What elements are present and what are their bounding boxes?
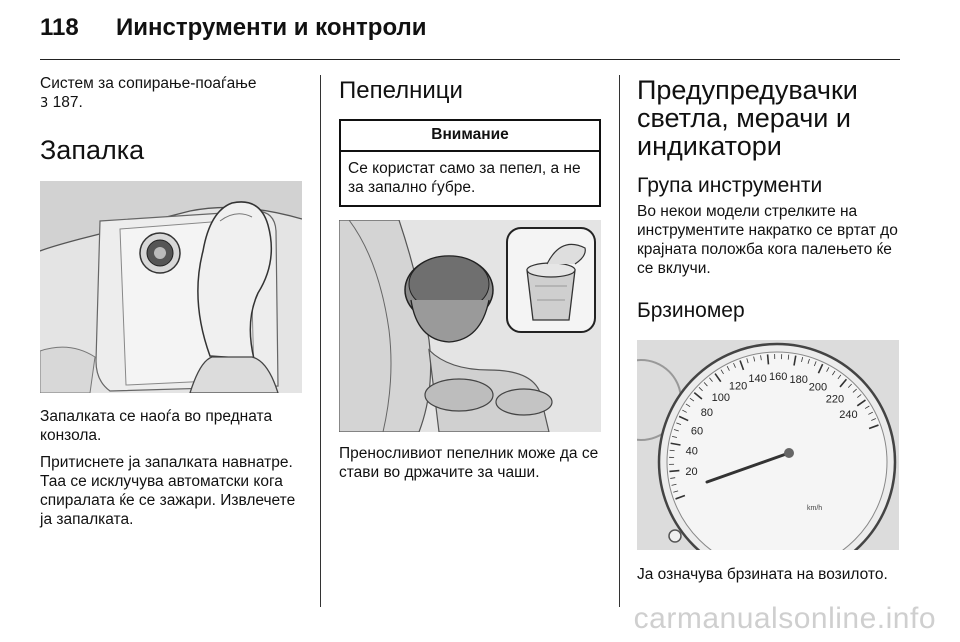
gauge-tick xyxy=(669,471,679,472)
reference-arrow-icon: 3 xyxy=(40,96,49,111)
gauge-label: 60 xyxy=(690,425,704,438)
page-number: 118 xyxy=(40,14,79,41)
page-header xyxy=(40,14,920,48)
column-1 xyxy=(40,74,302,529)
lighter-usage-text: Притиснете ја запалката навнатре. Таа се исклучува автоматски кога спиралата ќе се зажари. Извлечете ја запалката. xyxy=(40,454,296,528)
gauge-unit: km/h xyxy=(807,505,823,512)
gauge-label: 80 xyxy=(700,407,714,420)
gauge-label: 20 xyxy=(685,466,698,479)
gauge-label: 160 xyxy=(768,371,788,384)
column-separator-2 xyxy=(619,75,620,607)
section-title-warning-lights: Предупредувачки светла, мерачи и индикатори xyxy=(637,75,858,161)
subsection-title-instrument-cluster: Група инструменти xyxy=(637,174,823,197)
column-3 xyxy=(637,74,903,584)
trip-reset-knob xyxy=(669,530,681,542)
ashtray-illustration xyxy=(339,220,601,432)
speedometer-text: Ја означува брзината на возилото. xyxy=(637,566,888,583)
subsection-title-speedometer: Брзиномер xyxy=(637,299,745,322)
gauge-label: 180 xyxy=(789,373,808,386)
gauge-label: 240 xyxy=(839,409,858,422)
column-separator-1 xyxy=(320,75,321,607)
instrument-cluster-text: Во некои модели стрелките на инструментите накратко се вртат до крајната положба кога палењето ќе се вклучи. xyxy=(637,203,898,277)
speedometer-illustration xyxy=(637,340,899,550)
section-title-ashtrays: Пепелници xyxy=(339,77,463,104)
gauge-label: 140 xyxy=(748,373,767,386)
column-2 xyxy=(339,74,601,482)
gauge-label: 220 xyxy=(825,393,845,406)
gauge-tick xyxy=(768,354,769,364)
gauge-tick xyxy=(788,355,789,360)
lighter-illustration xyxy=(40,181,302,393)
ashtray-usage-text: Преносливиот пепелник може да се стави во држачите за чаши. xyxy=(339,445,599,481)
gauge-label: 120 xyxy=(728,380,748,393)
gauge-label: 40 xyxy=(685,445,698,458)
header-rule xyxy=(40,59,900,60)
intro-text: Систем за сопирање-поаѓање 3 187. xyxy=(40,75,257,111)
warning-box xyxy=(339,119,601,207)
warning-title: Внимание xyxy=(341,121,599,152)
gauge-label: 200 xyxy=(808,381,828,394)
chapter-title: Иинструменти и контроли xyxy=(116,14,427,41)
lighter-location-text: Запалката се наоѓа во предната конзола. xyxy=(40,408,273,444)
warning-text: Се користат само за пепел, а не за запално ѓубре. xyxy=(348,160,581,196)
gauge-label: 100 xyxy=(711,391,731,404)
gauge-tick xyxy=(670,450,675,451)
section-title-lighter: Запалка xyxy=(40,135,145,165)
watermark: carmanualsonline.info xyxy=(633,602,936,635)
reference-page[interactable]: 187. xyxy=(48,94,83,111)
